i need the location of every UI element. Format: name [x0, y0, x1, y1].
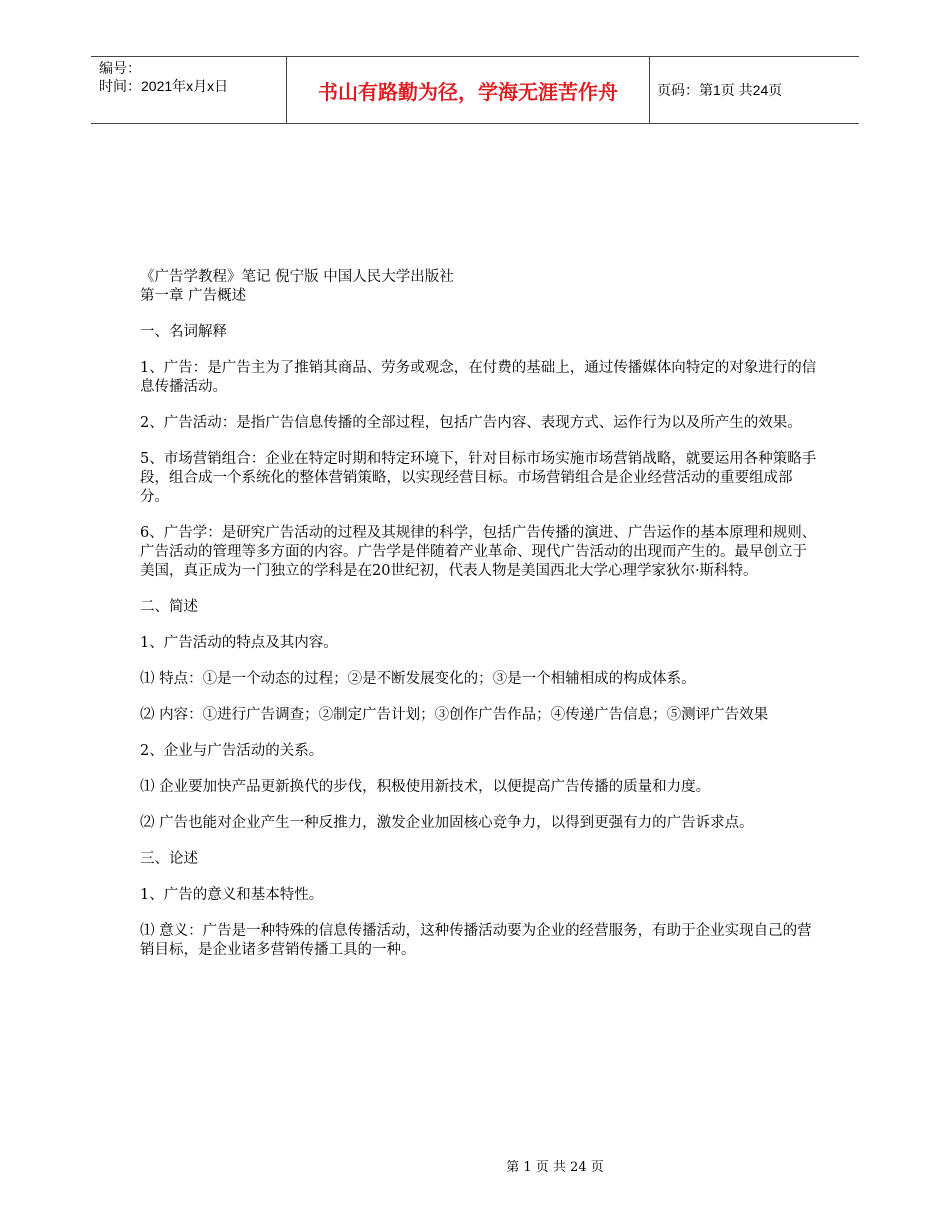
time-label: 时间：2021年x月x日: [99, 78, 229, 94]
page-header: [91, 56, 859, 124]
number-label: 编号：: [99, 60, 141, 76]
document-body: [140, 268, 820, 977]
paragraph: ⑵ 内容：①进行广告调查；②制定广告计划；③创作广告作品；④传递广告信息；⑤测评广告效果: [140, 707, 769, 723]
section-heading: 二、简述: [140, 599, 198, 615]
paragraph: 1、广告活动的特点及其内容。: [140, 635, 338, 651]
paragraph: 2、广告活动：是指广告信息传播的全部过程，包括广告内容、表现方式、运作行为以及所产生的效果。: [140, 415, 802, 431]
section-heading: 一、名词解释: [140, 324, 227, 340]
page-footer: 第 1 页 共 24 页: [506, 1160, 604, 1175]
paragraph: ⑴ 意义：广告是一种特殊的信息传播活动，这种传播活动要为企业的经营服务，有助于企业实现自己的营销目标，是企业诸多营销传播工具的一种。: [140, 923, 812, 958]
section-heading: 三、论述: [140, 851, 198, 867]
paragraph: 1、广告：是广告主为了推销其商品、劳务或观念，在付费的基础上，通过传播媒体向特定的对象进行的信息传播活动。: [140, 360, 817, 395]
paragraph: 6、广告学：是研究广告活动的过程及其规律的科学，包括广告传播的演进、广告运作的基本原理和规则、广告活动的管理等多方面的内容。广告学是伴随着产业革命、现代广告活动的出现而产生的。最早创立于美国，真正成为一门独立的学科是在20世纪初，代表人物是美国西北大学心理学家狄尔·斯科特。: [140, 525, 817, 579]
paragraph: ⑴ 特点：①是一个动态的过程；②是不断发展变化的；③是一个相辅相成的构成体系。: [140, 671, 696, 687]
chapter-title: 第一章 广告概述: [140, 288, 247, 304]
paragraph: ⑵ 广告也能对企业产生一种反推力，激发企业加固核心竞争力，以得到更强有力的广告诉求点。: [140, 815, 754, 831]
doc-title: 《广告学教程》笔记 倪宁版 中国人民大学出版社: [140, 269, 454, 285]
paragraph: 5、市场营销组合：企业在特定时期和特定环境下，针对目标市场实施市场营销战略，就要运用各种策略手段，组合成一个系统化的整体营销策略，以实现经营目标。市场营销组合是企业经营活动的重要组成部分。: [140, 451, 817, 505]
paragraph: ⑴ 企业要加快产品更新换代的步伐，积极使用新技术，以便提高广告传播的质量和力度。: [140, 779, 711, 795]
header-page-info: 页码：第1页 共24页: [657, 82, 783, 98]
paragraph: 1、广告的意义和基本特性。: [140, 887, 324, 903]
header-meta: [99, 59, 228, 95]
header-motto: 书山有路勤为径，学海无涯苦作舟: [286, 57, 650, 123]
paragraph: 2、企业与广告活动的关系。: [140, 743, 324, 759]
